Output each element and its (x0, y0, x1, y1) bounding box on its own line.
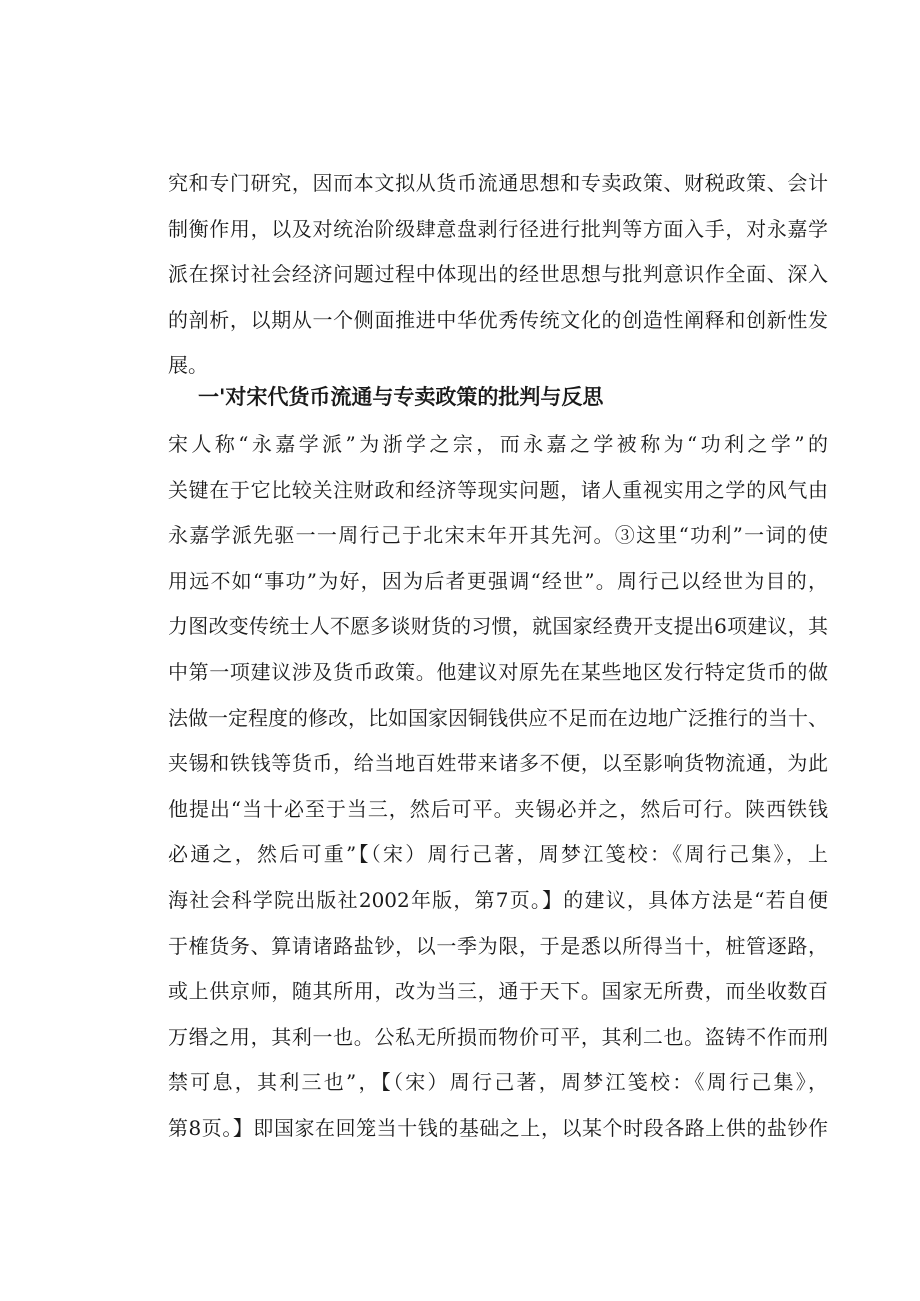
paragraph-line: 永嘉学派先驱一一周行己于北宋末年开其先河。③这里“功利”一词的使 (168, 523, 828, 548)
paragraph-line: 海社会科学院出版社2002年版，第7页。】的建议，具体方法是“若自便 (168, 887, 828, 912)
intro-paragraph (168, 161, 828, 389)
paragraph-line: 力图改变传统士人不愿多谈财货的习惯，就国家经费开支提出6项建议，其 (168, 614, 828, 639)
paragraph-line: 制衡作用，以及对统治阶级肆意盘剥行径进行批判等方面入手，对永嘉学 (168, 216, 828, 241)
paragraph-line: 法做一定程度的修改，比如国家因铜钱供应不足而在边地广泛推行的当十、 (168, 705, 828, 730)
paragraph-line: 万缗之用，其利一也。公私无所损而物价可平，其利二也。盗铸不作而刑 (168, 1024, 828, 1049)
paragraph-line: 的剖析，以期从一个侧面推进中华优秀传统文化的创造性阐释和创新性发 (168, 307, 828, 332)
paragraph-line: 他提出“当十必至于当三，然后可平。夹锡必并之，然后可行。陕西铁钱 (168, 796, 828, 821)
paragraph-line: 禁可息，其利三也”，【（宋）周行己著，周梦江笺校：《周行己集》， (168, 1070, 828, 1095)
paragraph-line: 派在探讨社会经济问题过程中体现出的经世思想与批判意识作全面、深入 (168, 262, 828, 287)
section-heading: 一'对宋代货币流通与专卖政策的批判与反思 (198, 385, 604, 409)
paragraph-line: 究和专门研究，因而本文拟从货币流通思想和专卖政策、财税政策、会计 (168, 171, 828, 195)
paragraph-line: 宋人称“永嘉学派”为浙学之宗，而永嘉之学被称为“功利之学”的 (168, 432, 828, 456)
paragraph-line: 展。 (168, 353, 208, 378)
body-paragraph (168, 422, 828, 1152)
paragraph-line: 关键在于它比较关注财政和经济等现实问题，诸人重视实用之学的风气由 (168, 477, 828, 502)
paragraph-line: 夹锡和铁钱等货币，给当地百姓带来诸多不便，以至影响货物流通，为此 (168, 751, 828, 776)
paragraph-line: 第8页。】即国家在回笼当十钱的基础之上，以某个时段各路上供的盐钞作 (168, 1115, 828, 1140)
paragraph-line: 用远不如“事功”为好，因为后者更强调“经世”。周行己以经世为目的， (168, 568, 828, 593)
paragraph-line: 于榷货务、算请诸路盐钞，以一季为限，于是悉以所得当十，桩管逐路， (168, 933, 828, 958)
paragraph-line: 或上供京师，随其所用，改为当三，通于天下。国家无所费，而坐收数百 (168, 979, 828, 1004)
paragraph-line: 必通之，然后可重”【（宋）周行己著，周梦江笺校：《周行己集》，上 (168, 842, 828, 867)
paragraph-line: 中第一项建议涉及货币政策。他建议对原先在某些地区发行特定货币的做 (168, 659, 828, 684)
